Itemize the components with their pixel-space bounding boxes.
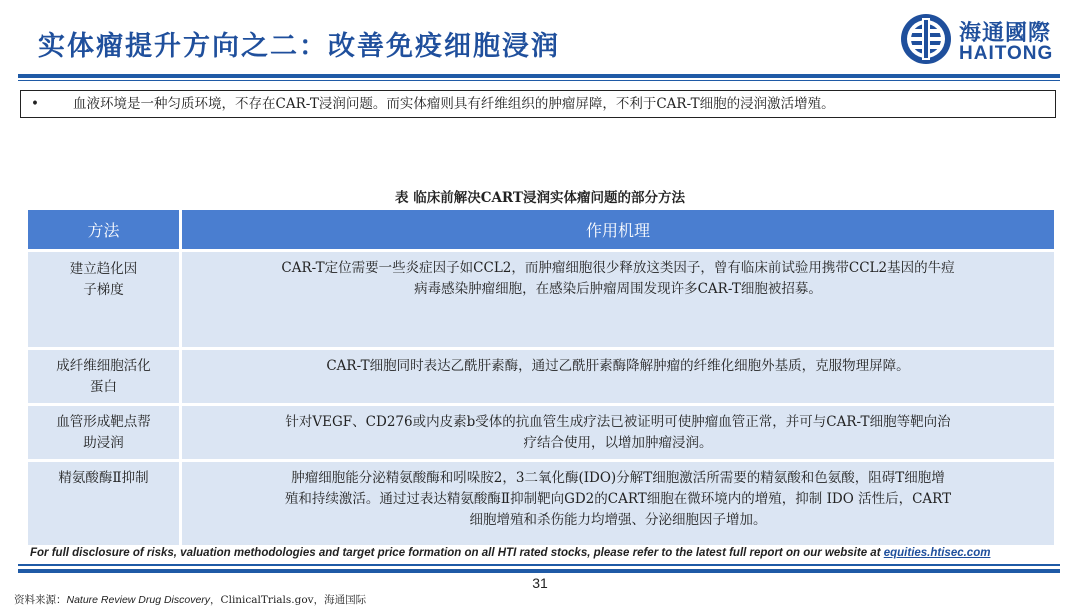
mechanism-line: CAR-T定位需要一些炎症因子如CCL2，而肿瘤细胞很少释放这类因子，曾有临床前试验用携带CCL2基因的牛痘 — [281, 260, 955, 276]
header-divider — [18, 74, 1060, 78]
source-rest: ，ClinicalTrials.gov，海通国际 — [210, 594, 367, 606]
method-line: 助浸润 — [83, 435, 124, 451]
source-journal: Nature Review Drug Discovery — [66, 594, 211, 606]
method-cell — [28, 252, 179, 347]
bullet-marker: • — [31, 96, 39, 112]
method-line: 血管形成靶点帮 — [56, 414, 151, 430]
disclosure-text: For full disclosure of risks, valuation methodologies and target price formation on all HTI rated stocks, please refer to the latest full report on our website at — [30, 547, 884, 559]
method-line: 子梯度 — [83, 282, 124, 298]
haitong-logo — [899, 10, 1069, 68]
method-cell — [28, 462, 179, 545]
method-line: 蛋白 — [90, 379, 117, 395]
table-row — [28, 462, 1054, 545]
logo-chinese-name: 海通國際 — [959, 21, 1052, 46]
method-line: 成纤维细胞活化 — [56, 358, 151, 374]
table-caption: 表 临床前解决CART浸润实体瘤问题的部分方法 — [395, 190, 685, 206]
method-cell — [28, 406, 179, 459]
table-row — [28, 406, 1054, 459]
page-title: 实体瘤提升方向之二：改善免疫细胞浸润 — [38, 31, 560, 62]
mechanism-cell — [182, 462, 1054, 545]
footer-divider — [18, 569, 1060, 573]
table-row — [28, 350, 1054, 403]
source-note — [14, 592, 366, 607]
risk-disclosure — [30, 547, 990, 559]
mechanism-line: CAR-T细胞同时表达乙酰肝素酶，通过乙酰肝素酶降解肿瘤的纤维化细胞外基质，克服物理屏障。 — [326, 358, 910, 374]
footer-divider-thin — [18, 564, 1060, 566]
mechanism-cell — [182, 406, 1054, 459]
mechanism-cell — [182, 252, 1054, 347]
mechanism-cell — [182, 350, 1054, 403]
mechanism-line: 肿瘤细胞能分泌精氨酸酶和吲哚胺2，3二氧化酶(IDO)分解T细胞激活所需要的精氨酸和色氨酸，阻碍T细胞增 — [291, 470, 945, 486]
header-divider-thin — [18, 80, 1060, 81]
mechanism-line: 殖和持续激活。通过过表达精氨酸酶Ⅱ抑制靶向GD2的CART细胞在微环境内的增殖，抑制 IDO 活性后，CART — [284, 491, 952, 507]
method-line: 建立趋化因 — [69, 261, 138, 277]
column-header-method: 方法 — [28, 210, 179, 249]
mechanism-line: 病毒感染肿瘤细胞，在感染后肿瘤周围发现许多CAR-T细胞被招募。 — [414, 281, 822, 297]
method-line: 精氨酸酶Ⅱ抑制 — [58, 470, 149, 486]
method-cell — [28, 350, 179, 403]
summary-bullet-box — [20, 90, 1056, 118]
logo-english-name: HAITONG — [959, 43, 1054, 64]
column-header-mechanism: 作用机理 — [182, 210, 1054, 249]
table-row — [28, 252, 1054, 347]
haitong-emblem-icon — [899, 12, 953, 66]
source-label: 资料来源： — [14, 594, 67, 606]
mechanism-line: 疗结合使用，以增加肿瘤浸润。 — [523, 435, 713, 451]
mechanism-line: 细胞增殖和杀伤能力均增强、分泌细胞因子增加。 — [469, 512, 767, 528]
summary-bullet-text: 血液环境是一种匀质环境，不存在CAR-T浸润问题。而实体瘤则具有纤维组织的肿瘤屏障，不利于CAR-T细胞的浸润激活增殖。 — [73, 96, 835, 112]
page-number: 31 — [532, 575, 548, 591]
mechanism-line: 针对VEGF、CD276或内皮素b受体的抗血管生成疗法已被证明可使肿瘤血管正常，并可与CAR-T细胞等靶向治 — [285, 414, 951, 430]
website-link[interactable]: equities.htisec.com — [883, 547, 991, 559]
